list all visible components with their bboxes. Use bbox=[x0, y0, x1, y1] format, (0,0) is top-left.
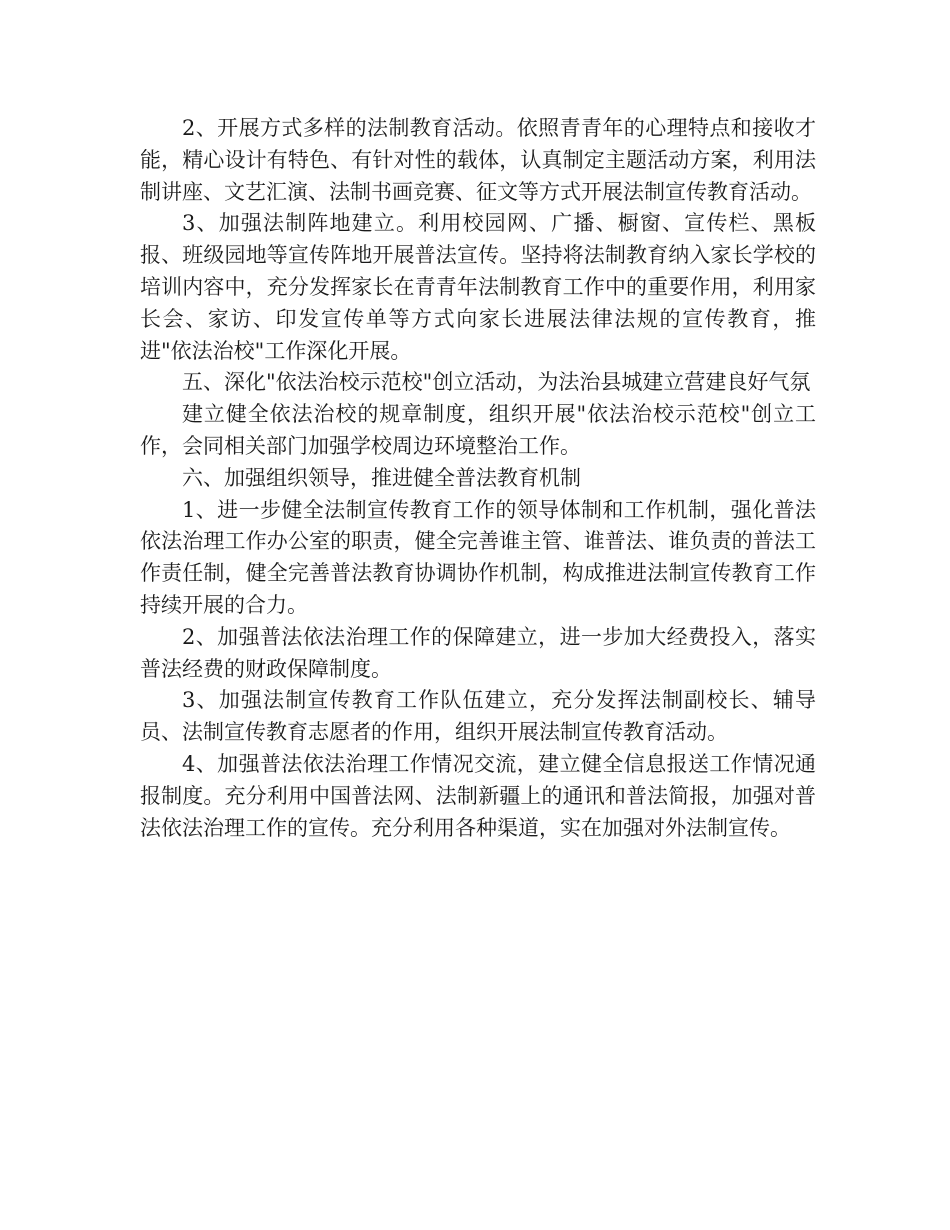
document-page bbox=[140, 113, 816, 844]
paragraph-communication: 4、加强普法依法治理工作情况交流，建立健全信息报送工作情况通报制度。充分利用中国普法网、法制新疆上的通讯和普法简报，加强对普法依法治理工作的宣传。充分利用各种渠道，实在加强对外法制宣传。 bbox=[140, 751, 816, 840]
section-heading-five: 五、深化"依法治校示范校"创立活动，为法治县城建立营建良好气氛 bbox=[182, 370, 811, 395]
section-heading-six: 六、加强组织领导，推进健全普法教育机制 bbox=[182, 465, 581, 490]
paragraph-team: 3、加强法制宣传教育工作队伍建立，充分发挥法制副校长、辅导员、法制宣传教育志愿者的作用，组织开展法制宣传教育活动。 bbox=[140, 688, 816, 745]
paragraph-leadership-system: 1、进一步健全法制宣传教育工作的领导体制和工作机制，强化普法依法治理工作办公室的职责，健全完善谁主管、谁普法、谁负责的普法工作责任制，健全完善普法教育协调协作机制，构成推进法制宣传教育工作持续开展的合力。 bbox=[140, 497, 816, 617]
paragraph-funding: 2、加强普法依法治理工作的保障建立，进一步加大经费投入，落实普法经费的财政保障制度。 bbox=[140, 624, 816, 681]
paragraph-position-building: 3、加强法制阵地建立。利用校园网、广播、橱窗、宣传栏、黑板报、班级园地等宣传阵地开展普法宣传。坚持将法制教育纳入家长学校的培训内容中，充分发挥家长在青青年法制教育工作中的重要作用，利用家长会、家访、印发宣传单等方式向家长进展法律法规的宣传教育，推进"依法治校"工作深化开展。 bbox=[140, 211, 816, 363]
paragraph-rules: 建立健全依法治校的规章制度，组织开展"依法治校示范校"创立工作，会同相关部门加强学校周边环境整治工作。 bbox=[140, 402, 816, 458]
paragraph-activities: 2、开展方式多样的法制教育活动。依照青青年的心理特点和接收才能，精心设计有特色、有针对性的载体，认真制定主题活动方案，利用法制讲座、文艺汇演、法制书画竞赛、征文等方式开展法制宣传教育活动。 bbox=[140, 116, 816, 204]
